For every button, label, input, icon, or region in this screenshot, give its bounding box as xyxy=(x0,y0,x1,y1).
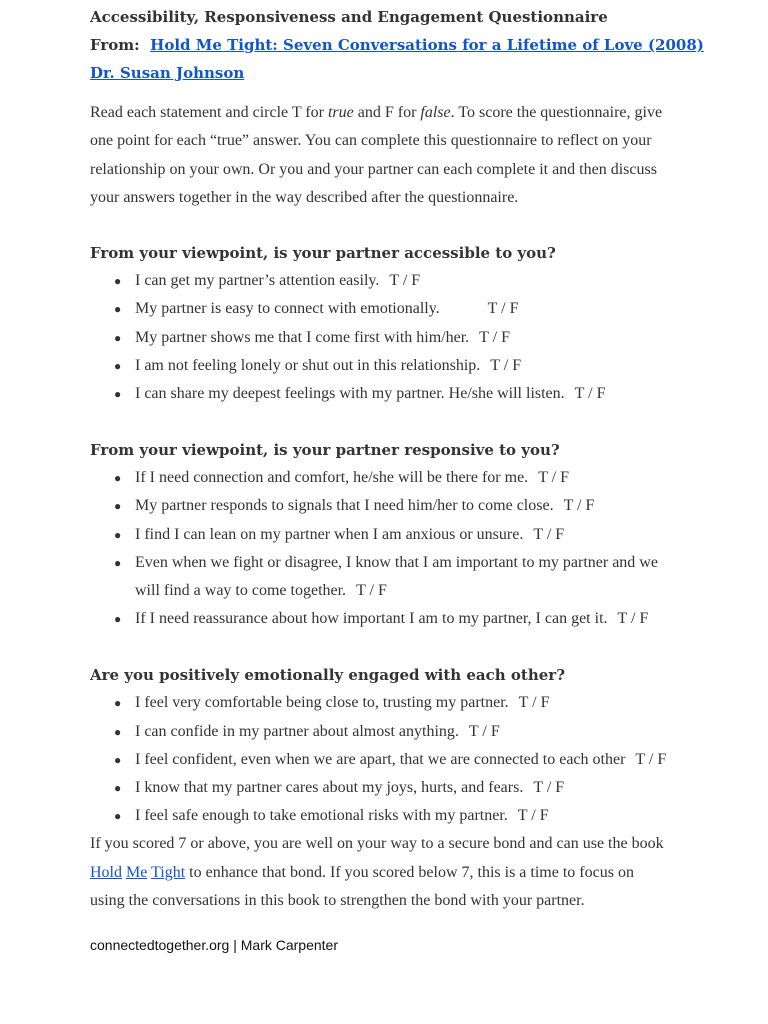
question-item xyxy=(90,324,730,352)
true-false-choice[interactable]: T / F xyxy=(517,807,549,825)
intro-false-word: false xyxy=(420,104,451,121)
question-item xyxy=(90,746,730,774)
book-link-tight[interactable]: Tight xyxy=(151,863,186,881)
intro-text-2: and F for xyxy=(353,104,421,121)
question-text: I am not feeling lonely or shut out in this relationship. xyxy=(135,356,481,374)
intro-text-3: . To score the questionnaire, give one point for each “true” answer. You can complete this questionnaire to reflect on your relationship on your own. Or you and your partner can each complete it and then discuss your answers together in the way described after the questionnaire. xyxy=(90,104,663,206)
question-text: Even when we fight or disagree, I know that I am important to my partner and we will find a way to come together. xyxy=(135,553,658,600)
question-item xyxy=(90,492,730,520)
true-false-choice[interactable]: T / F xyxy=(479,328,510,346)
bullet-icon: ● xyxy=(114,724,122,739)
true-false-choice[interactable]: T / F xyxy=(490,356,522,374)
bullet-icon: ● xyxy=(114,809,122,824)
question-item xyxy=(90,549,675,605)
question-item xyxy=(90,352,730,380)
question-item xyxy=(90,380,730,408)
spacer xyxy=(90,408,730,436)
question-text: I feel confident, even when we are apart, that we are connected to each other xyxy=(135,750,626,768)
document-title: Accessibility, Responsiveness and Engagement Questionnaire xyxy=(90,8,608,26)
question-item xyxy=(90,295,730,323)
bullet-icon: ● xyxy=(114,555,122,570)
question-item xyxy=(90,802,730,830)
question-item xyxy=(90,267,730,295)
true-false-choice[interactable]: T / F xyxy=(533,779,565,797)
instructions-paragraph xyxy=(90,99,680,212)
question-item xyxy=(90,464,730,492)
source-line xyxy=(90,31,730,59)
true-false-choice[interactable]: T / F xyxy=(533,525,565,543)
intro-text-1: Read each statement and circle T for xyxy=(90,104,328,121)
bullet-icon: ● xyxy=(114,387,122,401)
question-text: I can confide in my partner about almost anything. xyxy=(135,722,459,740)
question-item xyxy=(90,774,730,802)
bullet-icon: ● xyxy=(114,274,122,289)
bullet-icon: ● xyxy=(114,612,122,627)
section-heading-accessible: From your viewpoint, is your partner accessible to you? xyxy=(90,244,556,263)
book-link-me[interactable]: Me xyxy=(126,863,148,881)
question-text: If I need connection and comfort, he/she will be there for me. xyxy=(135,469,529,487)
true-false-choice[interactable]: T / F xyxy=(563,497,595,515)
true-false-choice[interactable]: T / F xyxy=(487,300,519,318)
bullet-icon: ● xyxy=(114,302,122,317)
section-heading-engaged: Are you positively emotionally engaged with each other? xyxy=(90,666,565,685)
bullet-icon: ● xyxy=(114,527,122,542)
intro-true-word: true xyxy=(327,104,354,121)
question-item xyxy=(90,689,730,717)
question-list-engaged xyxy=(90,689,730,830)
from-label: From: xyxy=(90,36,140,54)
spacer xyxy=(90,633,730,661)
question-text: My partner shows me that I come first with him/her. xyxy=(135,328,470,346)
book-link[interactable]: Hold Me Tight: Seven Conversations for a Lifetime of Love (2008) xyxy=(150,36,704,54)
question-list-responsive xyxy=(90,464,730,633)
question-text: I feel safe enough to take emotional risks with my partner. xyxy=(135,807,508,825)
question-text: I can get my partner’s attention easily. xyxy=(135,272,380,290)
true-false-choice[interactable]: T / F xyxy=(617,610,649,628)
question-text: My partner is easy to connect with emotionally. xyxy=(135,300,440,318)
page-footer: connectedtogether.org | Mark Carpenter xyxy=(90,937,339,953)
question-text: My partner responds to signals that I need him/her to come close. xyxy=(135,497,554,515)
bullet-icon: ● xyxy=(114,471,122,486)
true-false-choice[interactable]: T / F xyxy=(518,694,550,712)
true-false-choice[interactable]: T / F xyxy=(468,722,500,740)
question-text: I can share my deepest feelings with my partner. He/she will listen. xyxy=(135,385,565,402)
question-list-accessible xyxy=(90,267,730,408)
author-line xyxy=(90,59,730,87)
scoring-paragraph xyxy=(90,830,670,915)
book-link-hold[interactable]: Hold xyxy=(90,863,122,881)
question-text: I feel very comfortable being close to, trusting my partner. xyxy=(135,694,509,712)
document-content xyxy=(90,0,730,915)
section-heading-responsive: From your viewpoint, is your partner responsive to you? xyxy=(90,441,560,460)
true-false-choice[interactable]: T / F xyxy=(635,750,667,768)
bullet-icon: ● xyxy=(114,696,122,711)
outro-text-2: to enhance that bond. If you scored below 7, this is a time to focus on using the conversations in this book to strengthen the bond with your partner. xyxy=(90,863,634,909)
bullet-icon: ● xyxy=(114,752,122,767)
bullet-icon: ● xyxy=(114,330,122,345)
true-false-choice[interactable]: T / F xyxy=(574,385,606,402)
true-false-choice[interactable]: T / F xyxy=(356,582,387,600)
outro-text-1: If you scored 7 or above, you are well on your way to a secure bond and can use the book xyxy=(90,835,664,853)
spacer xyxy=(90,212,730,239)
question-item xyxy=(90,521,730,549)
question-item xyxy=(90,605,730,633)
true-false-choice[interactable]: T / F xyxy=(389,272,421,290)
bullet-icon: ● xyxy=(114,499,122,514)
question-text: If I need reassurance about how important I am to my partner, I can get it. xyxy=(135,610,608,628)
author-link[interactable]: Dr. Susan Johnson xyxy=(90,64,245,82)
question-text: I find I can lean on my partner when I am anxious or unsure. xyxy=(135,525,524,543)
bullet-icon: ● xyxy=(114,781,122,796)
question-text: I know that my partner cares about my joys, hurts, and fears. xyxy=(135,779,524,797)
question-item xyxy=(90,718,730,746)
bullet-icon: ● xyxy=(114,358,122,373)
true-false-choice[interactable]: T / F xyxy=(538,469,570,487)
